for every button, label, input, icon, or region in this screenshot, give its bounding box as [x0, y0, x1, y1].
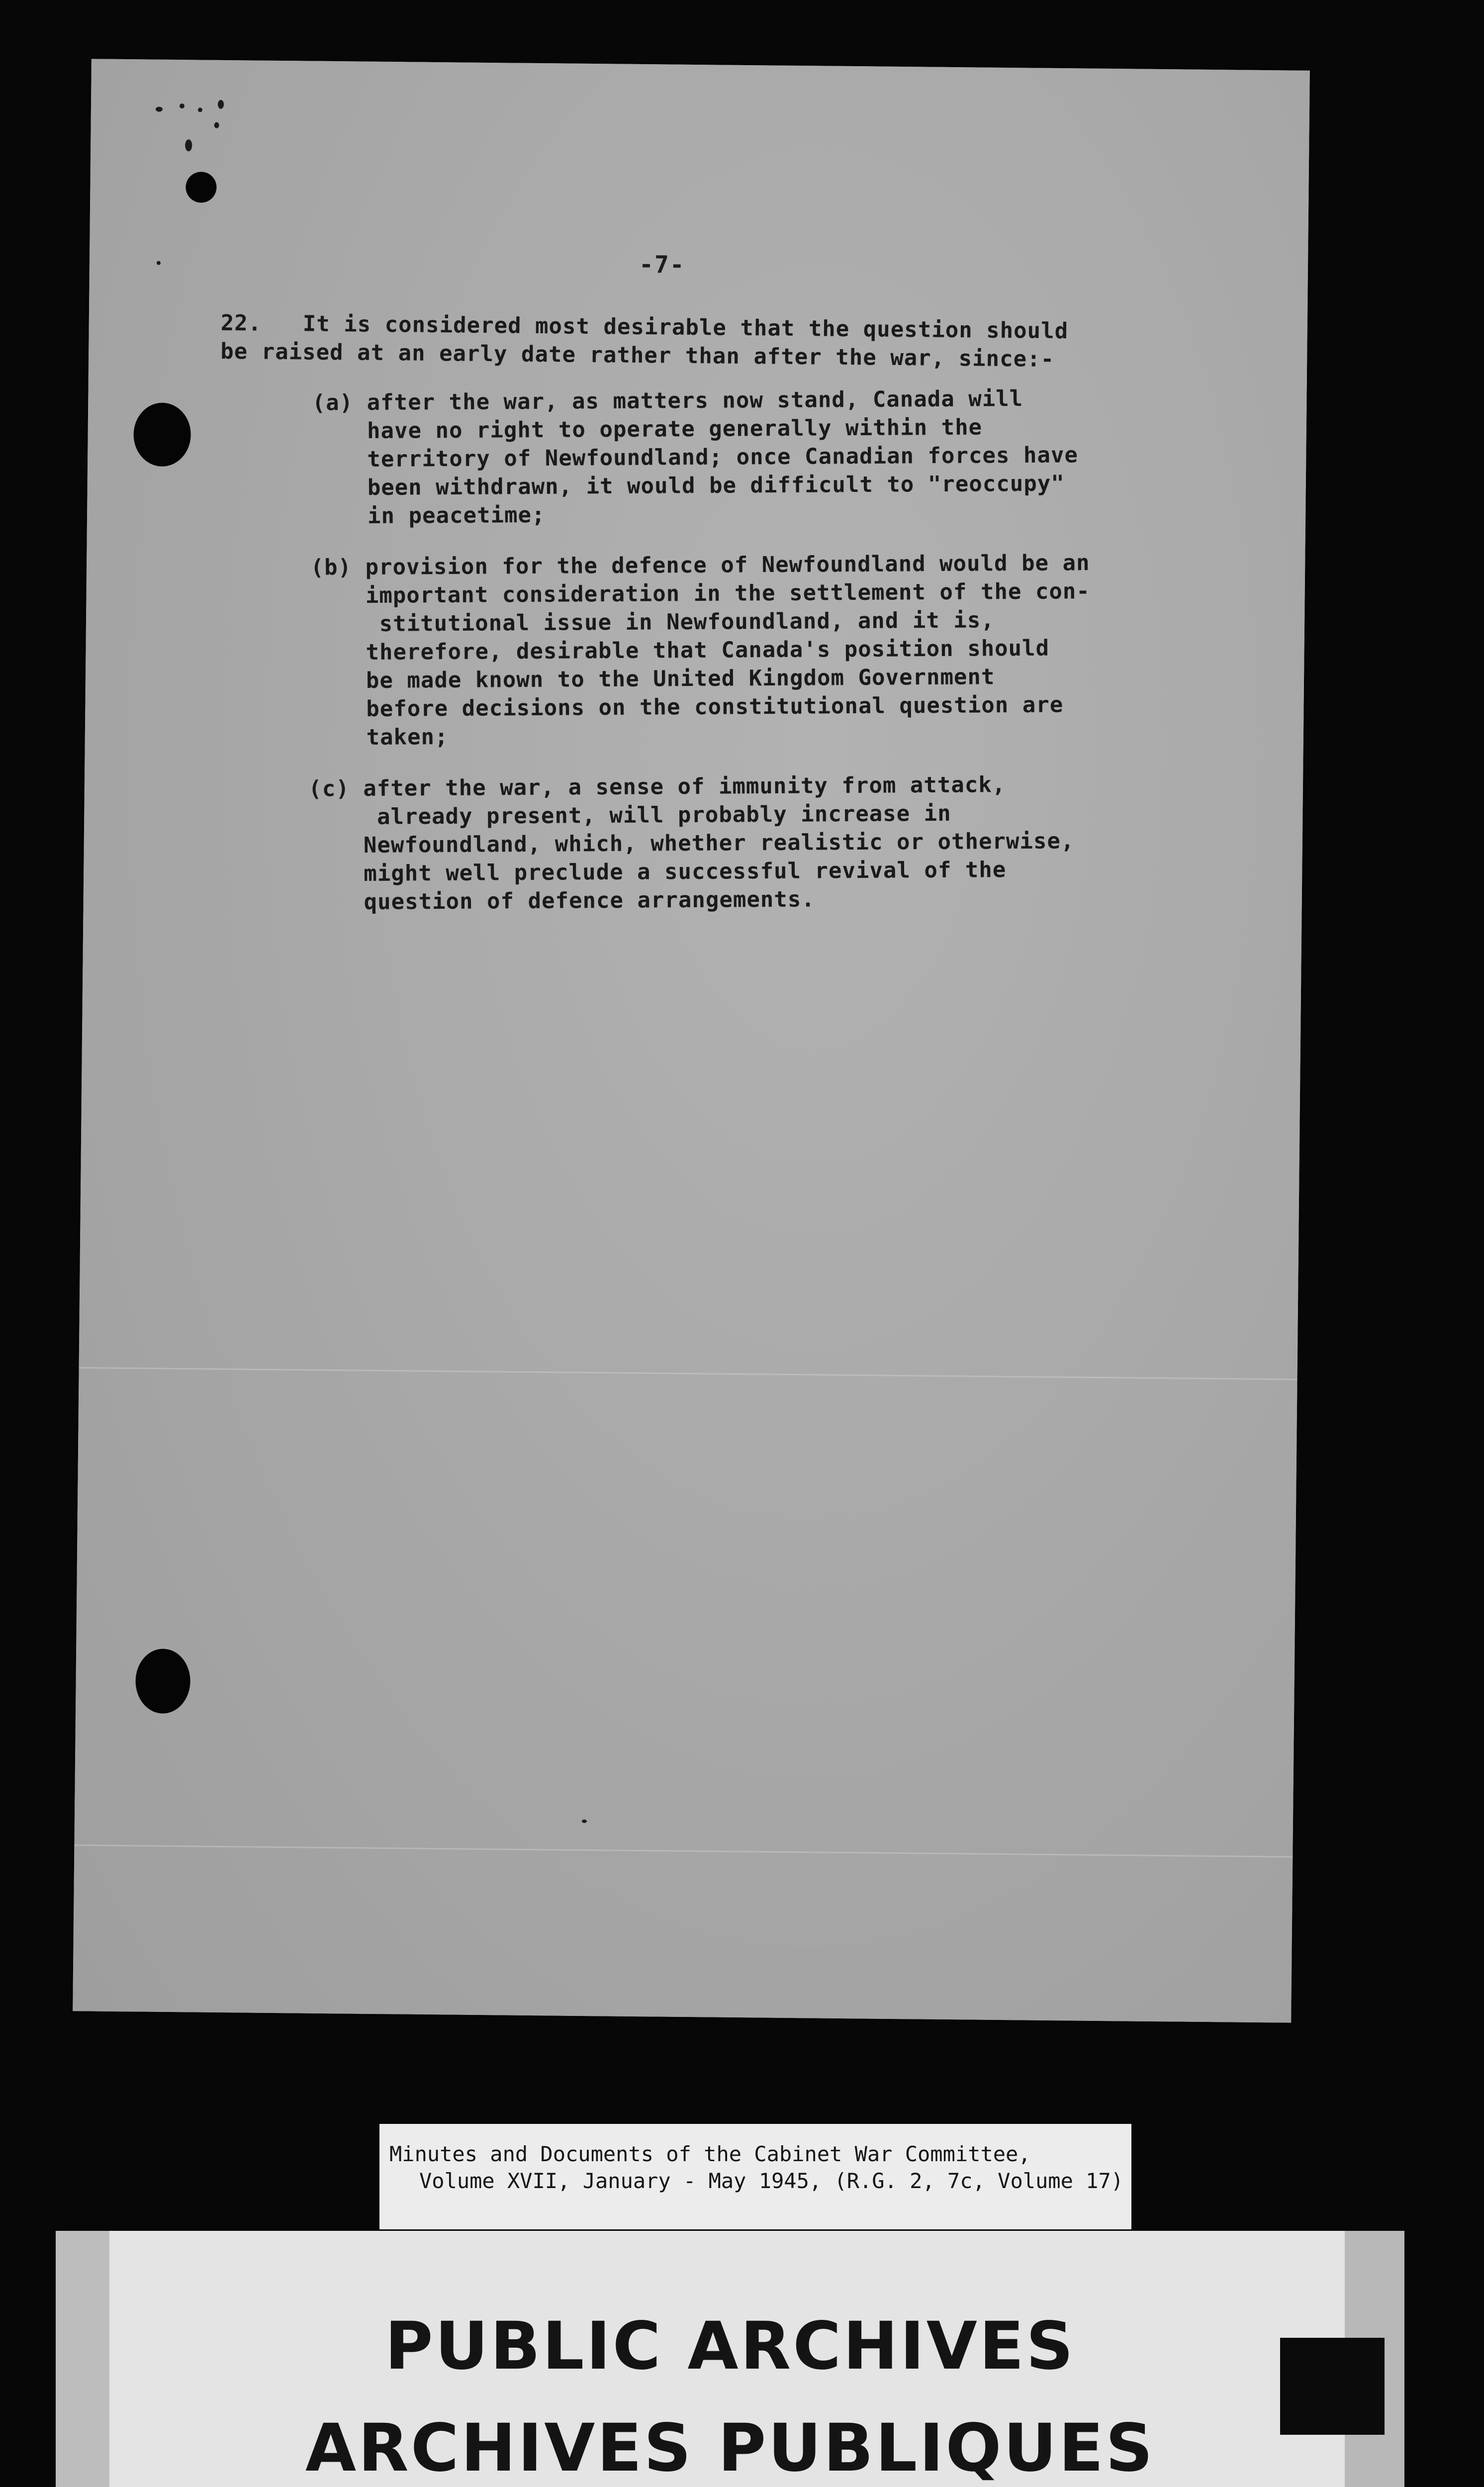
punch-hole — [133, 402, 191, 467]
text-line: stitutional issue in Newfoundland, and it is, — [366, 607, 995, 637]
text-line: 22. It is considered most desirable that the question should — [220, 310, 1069, 344]
fold-line — [74, 1844, 1293, 1858]
stamp-line-french: ARCHIVES PUBLIQUES — [305, 2410, 1155, 2487]
text-line: already present, will probably increase in — [363, 800, 951, 830]
document-body — [215, 309, 1225, 950]
text-line: after the war, a sense of immunity from attack, — [363, 772, 1006, 802]
text-line: be made known to the United Kingdom Government — [366, 664, 995, 694]
list-item-b — [218, 548, 1224, 752]
punch-hole — [135, 1648, 190, 1714]
text-line: question of defence arrangements. — [364, 886, 815, 915]
list-item-a — [220, 383, 1226, 531]
reference-label — [379, 2124, 1131, 2229]
ink-speck — [214, 122, 219, 128]
ink-speck — [198, 107, 202, 112]
text-line: therefore, desirable that Canada's position should — [366, 635, 1050, 666]
text-line: in peacetime; — [367, 502, 546, 529]
text-line: Newfoundland, which, whether realistic or otherwise, — [363, 828, 1075, 859]
text-line: taken; — [366, 724, 449, 751]
ink-speck — [218, 100, 224, 109]
ink-speck — [157, 261, 161, 265]
text-line: before decisions on the constitutional question are — [366, 692, 1064, 722]
list-item-c — [216, 769, 1222, 917]
text-line: be raised at an early date rather than after the war, since:- — [220, 338, 1055, 372]
paragraph-22 — [220, 309, 1225, 375]
punch-hole — [186, 172, 217, 203]
reference-line: Minutes and Documents of the Cabinet War Committee, — [389, 2142, 1031, 2166]
text-line: after the war, as matters now stand, Canada will — [367, 385, 1023, 416]
item-marker: (c) — [308, 776, 350, 802]
text-line: important consideration in the settlement of the con- — [365, 578, 1090, 609]
text-line: territory of Newfoundland; once Canadian forces have — [367, 442, 1079, 473]
archive-stamp — [56, 2231, 1404, 2487]
text-line: have no right to operate generally within the — [367, 414, 983, 444]
reference-line: Volume XVII, January - May 1945, (R.G. 2, 7c, Volume 17) — [419, 2169, 1124, 2193]
text-line: might well preclude a successful revival of the — [364, 857, 1007, 887]
item-marker: (a) — [312, 390, 354, 416]
ink-speck — [185, 139, 192, 151]
ink-speck — [582, 1819, 587, 1823]
ink-speck — [180, 103, 185, 108]
text-line: been withdrawn, it would be difficult to "reoccupy" — [367, 471, 1065, 501]
document-page — [73, 59, 1310, 2022]
page-number: -7- — [639, 250, 685, 279]
text-line: provision for the defence of Newfoundland would be an — [365, 550, 1090, 580]
item-marker: (b) — [310, 555, 352, 580]
stamp-line-english: PUBLIC ARCHIVES — [384, 2308, 1076, 2385]
fold-line — [79, 1367, 1298, 1380]
ink-speck — [156, 107, 163, 112]
